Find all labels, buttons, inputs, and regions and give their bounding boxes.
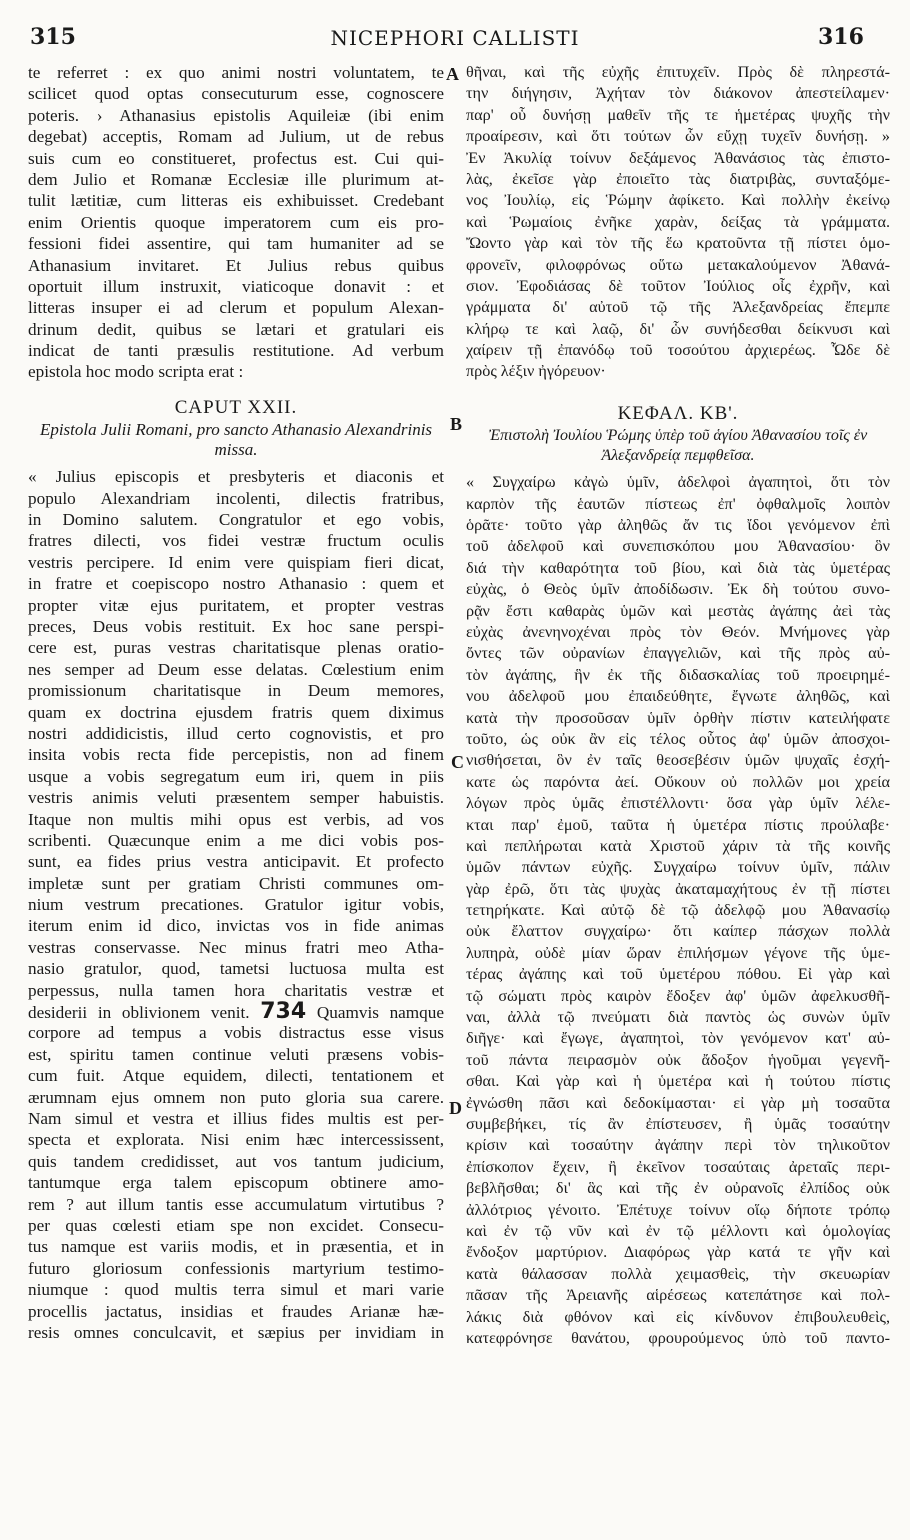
- text-line: populo Alexandriam incolenti, dilectis fratribus,: [28, 488, 444, 508]
- text-line: την διήγησιν, Ἀχήταν τὸν διάκονον ἀπεστείλαμεν·: [466, 84, 890, 103]
- text-line: γράμματα δι' αὐτοῦ τῷ τῆς Ἀλεξανδρείας ἔπεμπε: [466, 298, 890, 317]
- text-line: niumque : quod multis terra simul et mari varie: [28, 1280, 444, 1300]
- text-line: futuro gloriosum confessionis martyrium testimo-: [28, 1258, 444, 1278]
- text-line: dem Julio et Romanæ Ecclesiæ ille plurimum at-: [28, 169, 444, 189]
- latin-line-continuation: Quamvis namque: [306, 1003, 444, 1023]
- greek-column: [466, 62, 890, 1349]
- text-line: τοῦτο, ὡς οὐκ ἂν εἰς τέλος οὗτος ἀφ' ὑμῶν ἀποσχοι-: [466, 729, 890, 748]
- text-line: σθαι. Καὶ γὰρ καὶ ἡ ὑμετέρα καὶ ἡ τούτου πίστις: [466, 1072, 890, 1091]
- greek-chapter-subtitle: Ἐπιστολὴ Ἰουλίου Ῥώμης ὑπὲρ τοῦ ἁγίου Ἀθανασίου τοῖς ἐν Ἀλεξανδρείᾳ πεμφθεῖσα.: [488, 427, 868, 465]
- text-line: tulit lætitiæ, cum litteras eis exhibuisset. Credebant: [28, 191, 444, 211]
- text-line: insita vobis recta fide percepistis, non ad finem: [28, 745, 444, 765]
- text-line: perpessus, nulla tamen hora charitatis vestræ et: [28, 980, 444, 1000]
- text-line: vestris percipere. Id enim vere quispiam fieri dicat,: [28, 552, 444, 572]
- text-line: per quas cœlesti etiam spe non excidet. Consecu-: [28, 1215, 444, 1235]
- latin-letter-text-continued: [28, 1022, 444, 1343]
- text-line: κατὰ θάλασσαν πολλὰ χειμασθεὶς, τὴν σκευωρίαν: [466, 1264, 890, 1283]
- page-number-right: 316: [818, 24, 864, 50]
- text-line: βεβλῆσθαι; δι' ἃς καὶ τῆς ἐν οὐρανοῖς ἐλπίδος οὐκ: [466, 1179, 890, 1198]
- text-line: ἐγνώσθη πᾶσι καὶ δεδοκίμασται· εἰ γὰρ μὴ τοσαῦτα: [466, 1093, 890, 1112]
- text-line: λάκις διὰ φθόνον καὶ εἰς κίνδυνον ἐπιβουλευθεὶς,: [466, 1307, 890, 1326]
- text-line: cere est, puras vestras charitatisque plenas oratio-: [28, 638, 444, 658]
- text-line: κται παρ' ἐμοῦ, ταῦτα ἡ ὑμετέρα πίστις προύλαβε·: [466, 815, 890, 834]
- text-line: κατεφρόνησε θανάτου, φρουρούμενος ὑπὸ τοῦ παντο-: [466, 1328, 890, 1347]
- margin-marker-c: C: [451, 752, 464, 772]
- text-line: διά τὴν καθαρότητα τοῦ βίου, καὶ διὰ τὰς ὑμετέρας: [466, 558, 890, 577]
- text-line: ἔνδοξον μαρτύριον. Διαφόρως γὰρ κατά τε γῆν καὶ: [466, 1243, 890, 1262]
- text-line: corpore ad tempus a vobis distractus esse visus: [28, 1023, 444, 1043]
- text-line: preces, Deus vobis restituit. Ex hoc sane perspi-: [28, 617, 444, 636]
- text-line: ærumnam ejus omnem non puto gloria sua carere.: [28, 1087, 444, 1107]
- text-line: tantumque erga talem episcopum obtinere amo-: [28, 1173, 444, 1193]
- text-line: sunt, ea fides prius vestra anticipavit. Et profecto: [28, 852, 444, 872]
- text-line: vestras conservasse. Nec minus fratri meo Atha-: [28, 937, 444, 957]
- text-line: est, spiritu tamen continue veluti præsens vobis-: [28, 1044, 444, 1064]
- text-line: usque a vobis segregatum eum iri, quem in piis: [28, 766, 444, 786]
- text-line: εὐχὰς, ὁ Θεὸς ὑμῖν ἀποδίδωσιν. Ἐκ δὴ τούτου συνο-: [466, 580, 890, 599]
- text-line: te referret : ex quo animi nostri voluntatem, te: [28, 63, 444, 82]
- greek-intro-text: [466, 62, 890, 383]
- text-line: οὐκ ἔλαττον συγχαίρω· ὅτι καίπερ πάσχων πολλὰ: [466, 922, 890, 941]
- text-line: poteris. › Athanasius epistolis Aquileiæ (ibi enim: [28, 105, 444, 125]
- latin-colnum-line: [28, 1001, 444, 1022]
- text-line: cum fuit. Atque equidem, dilecti, tentationem et: [28, 1066, 444, 1086]
- latin-column: [28, 62, 444, 1343]
- column-number: 734: [260, 1001, 307, 1023]
- greek-chapter-title: ΚΕΦΑΛ. ΚΒ'.: [617, 402, 739, 424]
- text-line: litteras insuper ei ad clerum et populum Alexan-: [28, 298, 444, 318]
- text-line: ἀλλότριος γένοιτο. Ἐπέτυχε τοίνυν οἵῳ δήποτε τρόπῳ: [466, 1200, 890, 1219]
- text-line: νισθήσεται, ὃν ἐν ταῖς θεοσεβέσιν ὑμῶν ψυχαῖς ἐσχή-: [466, 751, 890, 770]
- latin-chapter-subtitle: Epistola Julii Romani, pro sancto Athanasio Alexandrinis missa.: [39, 420, 433, 460]
- latin-intro-text: [28, 62, 444, 383]
- text-line: κρίσιν καὶ τοσαύτην ἀγάπην περὶ τὸν τηλικοῦτον: [466, 1136, 890, 1155]
- text-line: resis omnes conculcavit, et sæpius per invidiam in: [28, 1322, 444, 1342]
- text-line: τέρας ἀγάπης καὶ τοῦ ὑμετέρου πόθου. Εἰ γὰρ καὶ: [466, 965, 890, 984]
- text-line: εὐχὰς ἀνενηνοχέναι πρὸς τὸν Θεόν. Μνήμονες γὰρ: [466, 623, 890, 641]
- margin-marker-b: B: [450, 414, 463, 434]
- text-line: nes semper ad Deum esse delatas. Cœlestium enim: [28, 659, 444, 679]
- text-line: nasio gratulor, quod, tametsi luctuosa multa est: [28, 959, 444, 979]
- text-line: nium vestrum precationes. Gratulor igitur vobis,: [28, 895, 444, 915]
- text-line: tus namque est variis modis, et in præsentia, et in: [28, 1237, 444, 1257]
- text-line: quis tandem credidisset, aut vos tantum judicium,: [28, 1151, 444, 1171]
- text-line: oportuit illum instruxit, viaticoque donavit : et: [28, 276, 444, 296]
- page-number-left: 315: [30, 24, 76, 50]
- text-line: Nam simul et vestra et illius fides multis est per-: [28, 1108, 444, 1128]
- text-line: indicat de tanti præsulis restitutione. Ad verbum: [28, 341, 444, 361]
- text-line: κλήρῳ τε καὶ λαῷ, δι' ὧν συνήδεσθαι δείκνυσι καὶ: [466, 319, 890, 338]
- text-line: πρὸς λέξιν ἠγόρευον·: [466, 362, 606, 381]
- text-line: Itaque non multis mihi opus est verbis, ad vos: [28, 809, 444, 829]
- text-line: fessioni fidei assentire, qui tam humaniter ad se: [28, 234, 444, 254]
- text-line: θῆναι, καὶ τῆς εὐχῆς ἐπιτυχεῖν. Πρὸς δὲ πληρεστά-: [466, 63, 890, 81]
- text-line: κατε ὡς παρόντα ἀεί. Οὔκουν οὐ πολλῶν μοι χρεία: [466, 772, 890, 791]
- text-line: ὄντες τῶν οὐρανίων ἐπαγγελιῶν, καὶ τῆς πρὸς αὐ-: [466, 644, 890, 663]
- text-line: σιον. Ἐφοδιάσας δὲ τοῦτον Ἰούλιος οἷς ἐχρῆν, καὶ: [466, 276, 890, 295]
- text-line: παρ' οὗ δυνήσῃ μαθεῖν τῆς τε ἡμετέρας ψυχῆς τὴν: [466, 105, 890, 124]
- latin-line: desiderii in oblivionem venit.: [28, 1003, 250, 1023]
- greek-letter-text: [466, 472, 890, 1349]
- text-line: in fratre et coepiscopo nostro Athanasio : quem et: [28, 574, 444, 594]
- text-line: καὶ ἐν τῷ νῦν καὶ ἐν τῷ μέλλοντι καὶ ὁμολογίας: [466, 1221, 890, 1240]
- text-line: iterum enim id dico, invictas vos in fide animas: [28, 916, 444, 936]
- text-line: in Domino salutem. Congratulor et ego vobis,: [28, 510, 444, 530]
- text-line: epistola hoc modo scripta erat :: [28, 362, 244, 382]
- text-line: τοῦ πάντα πειρασμὸν οὐκ ἄδοξον ἡγοῦμαι γεγενῆ-: [466, 1050, 890, 1069]
- text-line: τοῦ ἀδελφοῦ καὶ συνεπισκόπου μου Ἀθανασίου· ὃν: [466, 537, 890, 556]
- latin-chapter-title: CAPUT XXII.: [174, 396, 298, 418]
- text-line: impletæ sunt per gratiam Christi communes om-: [28, 873, 444, 893]
- text-line: « Συγχαίρω κἀγὼ ὑμῖν, ἀδελφοὶ ἀγαπητοὶ, ὅτι τὸν: [466, 473, 890, 492]
- text-line: γὰρ ἐρῶ, ὅτι τὰς ψυχὰς ἀκαταμαχήτους ἐν τῇ πίστει: [466, 879, 890, 898]
- page-header: [0, 0, 910, 64]
- text-line: καὶ Ῥωμαίοις ἐνῆκε χαρὰν, δείξας τὰ γράμματα.: [466, 212, 890, 231]
- text-line: φρονεῖν, φιλοφρόνως οὕτω μετακαλούμενον Ἀθανά-: [466, 255, 890, 274]
- text-line: καρπὸν τῆς ἑαυτῶν πίστεως ἐπ' ὀφθαλμοῖς λοιπὸν: [466, 494, 890, 513]
- text-line: συμβεβήκει, τίς ἂν ἐπίστευσεν, ἢ ὑμᾶς τοσαύτην: [466, 1114, 890, 1133]
- text-line: promissionum charitatisque in Deum memores,: [28, 681, 444, 701]
- text-line: καὶ πεπλήρωται κατὰ Χριστοῦ χάριν τὰ τῆς κοινῆς: [466, 836, 890, 855]
- text-line: διῆγε· καὶ ἔγωγε, ἀγαπητοὶ, τὸν γενόμενον κατ' αὐ-: [466, 1029, 890, 1048]
- text-line: degebat) acceptis, Romam ad Julium, ut de rebus: [28, 127, 444, 147]
- text-line: Ἐν Ἀκυλίᾳ τοίνυν δεξάμενος Ἀθανάσιος τὰς ἐπιστο-: [466, 148, 890, 167]
- running-title: NICEPHORI CALLISTI: [330, 26, 580, 50]
- margin-marker-a: A: [446, 64, 459, 84]
- text-line: προαίρεσιν, καὶ ὅτι τούτων ὧν εὔχῃ τυχεῖν δυνήσῃ. »: [466, 127, 890, 146]
- margin-marker-d: D: [449, 1098, 462, 1118]
- text-line: ἐπίσκοπον ἔχειν, ἢ ἐκεῖνον τοσαύταις ἀρεταῖς περι-: [466, 1157, 890, 1176]
- text-line: τετηρήκατε. Καὶ αὐτῷ δὲ τῷ ἀδελφῷ μου Ἀθανασίῳ: [466, 901, 890, 920]
- text-line: vestris animis veluti præsentem semper habuistis.: [28, 788, 444, 808]
- text-line: scilicet quod optas consecuturum esse, cognoscere: [28, 84, 444, 104]
- text-line: « Julius episcopis et presbyteris et diaconis et: [28, 467, 444, 487]
- text-line: nostri addidicistis, illud certo cognovistis, et pro: [28, 723, 444, 743]
- text-line: λυπηρὰ, οὐδὲ μίαν ὥραν ἐπιλήσμων γέγονε τῆς ὑμε-: [466, 943, 890, 962]
- text-line: enim Orientis quoque imperatorem cum eis pro-: [28, 212, 444, 232]
- text-line: Ὤοντο γὰρ καὶ τὸν τῆς ἕω κρατοῦντα τῇ πίστει ὁμο-: [466, 234, 890, 253]
- text-line: Athanasium invitaret. Et Julius rebus quibus: [28, 255, 444, 275]
- text-line: νος Ἰουλίῳ, εἰς Ῥώμην ἀφίκετο. Καὶ πολλὴν ἐκείνῳ: [466, 191, 890, 210]
- text-line: drinum dedit, quibus se lætari et gratulari eis: [28, 319, 444, 339]
- text-line: νου ἀδελφοῦ μου ἐπαιδεύθητε, ἔγνωτε ἀληθῶς, καὶ: [466, 687, 890, 706]
- text-line: λόγων πρὸς ὑμᾶς ἐπιστέλλοντι· ὅσα γὰρ ὑμῖν λέλε-: [466, 794, 890, 813]
- text-line: πᾶσαν τῆς Ἀρειανῆς αἱρέσεως κατεπάτησε καὶ πολ-: [466, 1286, 890, 1305]
- text-line: ρᾷν ἔστι καθαρὰς ὑμῶν καὶ μεστὰς ἀγάπης ἀεὶ τὰς: [466, 601, 890, 620]
- text-line: scribenti. Quæcunque enim a me dici vobis pos-: [28, 830, 444, 850]
- text-line: ὑμῶν πάντων εὐχῆς. Συγχαίρω τοίνυν ὑμῖν, πάλιν: [466, 858, 890, 877]
- text-line: λὰς, ἐκεῖσε γὰρ ἐποιεῖτο τὰς διατριβὰς, συνταξόμε-: [466, 169, 890, 188]
- text-line: suis cum eo constitueret, profectus est. Cui qui-: [28, 148, 444, 168]
- text-line: quam ex doctrina ejusdem fratris quem diximus: [28, 702, 444, 722]
- text-line: τῷ σώματι πρὸς καιρὸν ἔδοξεν ἀφ' ὑμῶν ἀφελκυσθῆ-: [466, 986, 890, 1005]
- text-line: specta et explorata. Nisi enim hæc intercessissent,: [28, 1130, 444, 1150]
- text-line: χαίρειν τῇ ἐπανόδῳ τοῦ τοσούτου ἀρχιερέως. Ὧδε δὲ: [466, 341, 890, 360]
- text-line: procellis jactatus, insidias et fraudes Arianæ hæ-: [28, 1301, 444, 1321]
- text-line: ὁρᾶτε· τοῦτο γὰρ ἀληθῶς ἄν τις ἴδοι γενόμενον ἐπὶ: [466, 516, 890, 535]
- text-line: κατὰ τὴν προσοῦσαν ὑμῖν ὀρθὴν πίστιν κατειλήφατε: [466, 708, 890, 727]
- text-line: τὸν ἀγάπης, ἣν ἐκ τῆς διδασκαλίας τοῦ προειρημέ-: [466, 665, 890, 684]
- text-line: ναι, ἀλλὰ τῷ πνεύματι διὰ παντὸς ὡς συνὼν ὑμῖν: [466, 1008, 890, 1027]
- latin-letter-text: [28, 466, 444, 1001]
- text-line: propter vitæ ejus puritatem, et propter vestras: [28, 595, 444, 615]
- text-line: rem ? aut illum tantis esse accumulatum virtutibus ?: [28, 1194, 444, 1214]
- text-line: fratres dilecti, vos fidei vestræ fructum oculis: [28, 531, 444, 551]
